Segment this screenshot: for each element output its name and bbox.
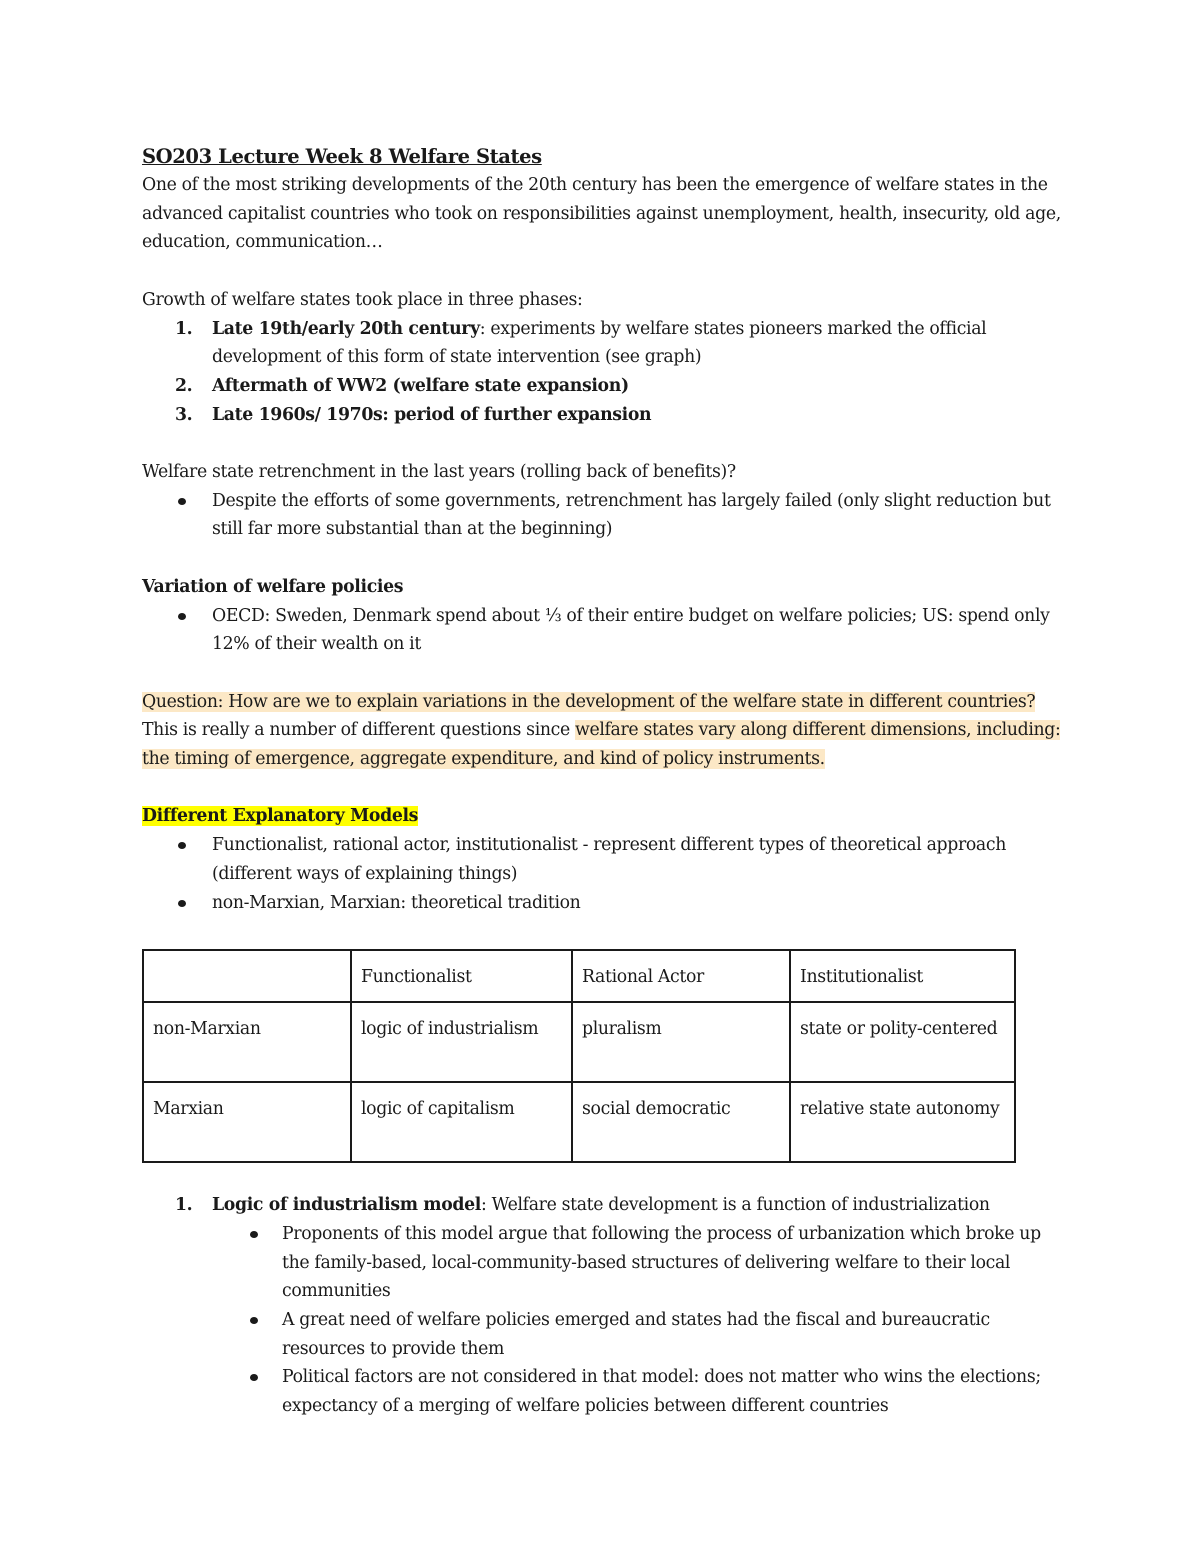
table-row	[143, 1082, 1015, 1162]
model-title: Logic of industrialism model	[212, 1195, 482, 1216]
bullet-text: Despite the efforts of some governments, retrenchment has largely failed (only slight reduction but still far more substantial than at the beginning)	[212, 490, 1051, 540]
table-cell: logic of industrialism	[351, 1002, 572, 1082]
table-cell: relative state autonomy	[790, 1082, 1015, 1162]
variation-list	[142, 602, 1070, 659]
intro-paragraph: One of the most striking developments of the 20th century has been the emergence of welfare states in the advanced capitalist countries who took on responsibilities against unemployment, health, insecurity, old age, education, communication…	[142, 175, 1061, 253]
bullet-text: A great need of welfare policies emerged and states had the fiscal and bureaucratic resources to provide them	[282, 1310, 990, 1359]
list-item	[142, 1306, 1070, 1363]
list-number: 1.	[175, 318, 193, 339]
bullet-icon	[178, 900, 186, 907]
model-item	[142, 1191, 1070, 1220]
bullet-icon	[178, 842, 186, 849]
phase-title: Late 1960s/ 1970s: period of further expansion	[212, 404, 652, 425]
phase-title: Aftermath of WW2 (welfare state expansion)	[212, 375, 629, 396]
table-cell: state or polity-centered	[790, 1002, 1015, 1082]
bullet-icon	[250, 1231, 258, 1238]
table-row	[143, 1002, 1015, 1082]
growth-lead: Growth of welfare states took place in three phases:	[142, 289, 583, 310]
phase-description: : experiments by welfare states pioneers marked the official development of this form of state intervention (see graph)	[212, 318, 987, 368]
table-cell: non-Marxian	[143, 1002, 351, 1082]
table-cell: social democratic	[572, 1082, 790, 1162]
retrenchment-list	[142, 487, 1070, 544]
models-heading: Different Explanatory Models	[142, 806, 419, 827]
bullet-text: non-Marxian, Marxian: theoretical tradition	[212, 892, 581, 913]
bullet-text: Political factors are not considered in that model: does not matter who wins the elections; expectancy of a merging of welfare policies between different countries	[282, 1367, 1041, 1417]
bullet-icon	[178, 613, 186, 620]
list-number: 1.	[175, 1195, 193, 1216]
bullet-text: Functionalist, rational actor, institutionalist - represent different types of theoretical approach (different ways of explaining things)	[212, 835, 1006, 884]
highlighted-question: Question: How are we to explain variations in the development of the welfare state in different countries?	[142, 691, 1036, 712]
list-item	[142, 487, 1070, 544]
list-item	[142, 831, 1070, 888]
phase-item	[142, 315, 1070, 372]
list-item	[142, 1220, 1070, 1306]
list-item	[142, 602, 1070, 659]
phase-item	[142, 401, 1070, 430]
bullet-icon	[250, 1374, 258, 1381]
list-item	[142, 1363, 1070, 1420]
table-cell: logic of capitalism	[351, 1082, 572, 1162]
question-plain-text: This is really a number of different questions since	[142, 720, 576, 741]
model-description: : Welfare state development is a function of industrialization	[481, 1195, 990, 1216]
table-cell: pluralism	[572, 1002, 790, 1082]
bullet-text: Proponents of this model argue that following the process of urbanization which broke up the family-based, local-community-based structures of delivering welfare to their local communities	[282, 1223, 1041, 1302]
list-number: 2.	[175, 375, 193, 396]
phase-title: Late 19th/early 20th century	[212, 318, 480, 339]
list-item	[142, 889, 1070, 918]
table-cell: Functionalist	[351, 950, 572, 1002]
bullet-text: OECD: Sweden, Denmark spend about ⅓ of their entire budget on welfare policies; US: spend only 12% of their wealth on it	[212, 605, 1050, 655]
question-paragraph	[142, 688, 1070, 774]
industrialism-sublist	[142, 1220, 1070, 1421]
document-body	[142, 171, 1070, 1421]
variation-heading: Variation of welfare policies	[142, 576, 404, 597]
models-table	[142, 949, 1016, 1163]
retrenchment-lead: Welfare state retrenchment in the last years (rolling back of benefits)?	[142, 462, 736, 482]
table-cell	[143, 950, 351, 1002]
list-number: 3.	[175, 404, 193, 425]
table-cell: Rational Actor	[572, 950, 790, 1002]
bullet-icon	[250, 1317, 258, 1324]
table-header-row	[143, 950, 1015, 1002]
phases-list	[142, 315, 1070, 430]
bullet-icon	[178, 498, 186, 505]
highlighted-dimensions: welfare states vary along different dimensions, including: the timing of emergence, aggregate expenditure, and kind of policy instruments.	[142, 720, 1061, 769]
table-cell: Institutionalist	[790, 950, 1015, 1002]
models-heading-line	[142, 802, 1070, 831]
document-title: SO203 Lecture Week 8 Welfare States	[142, 145, 542, 168]
table-cell: Marxian	[143, 1082, 351, 1162]
models-list	[142, 831, 1070, 917]
industrialism-list	[142, 1191, 1070, 1220]
phase-item	[142, 372, 1070, 401]
